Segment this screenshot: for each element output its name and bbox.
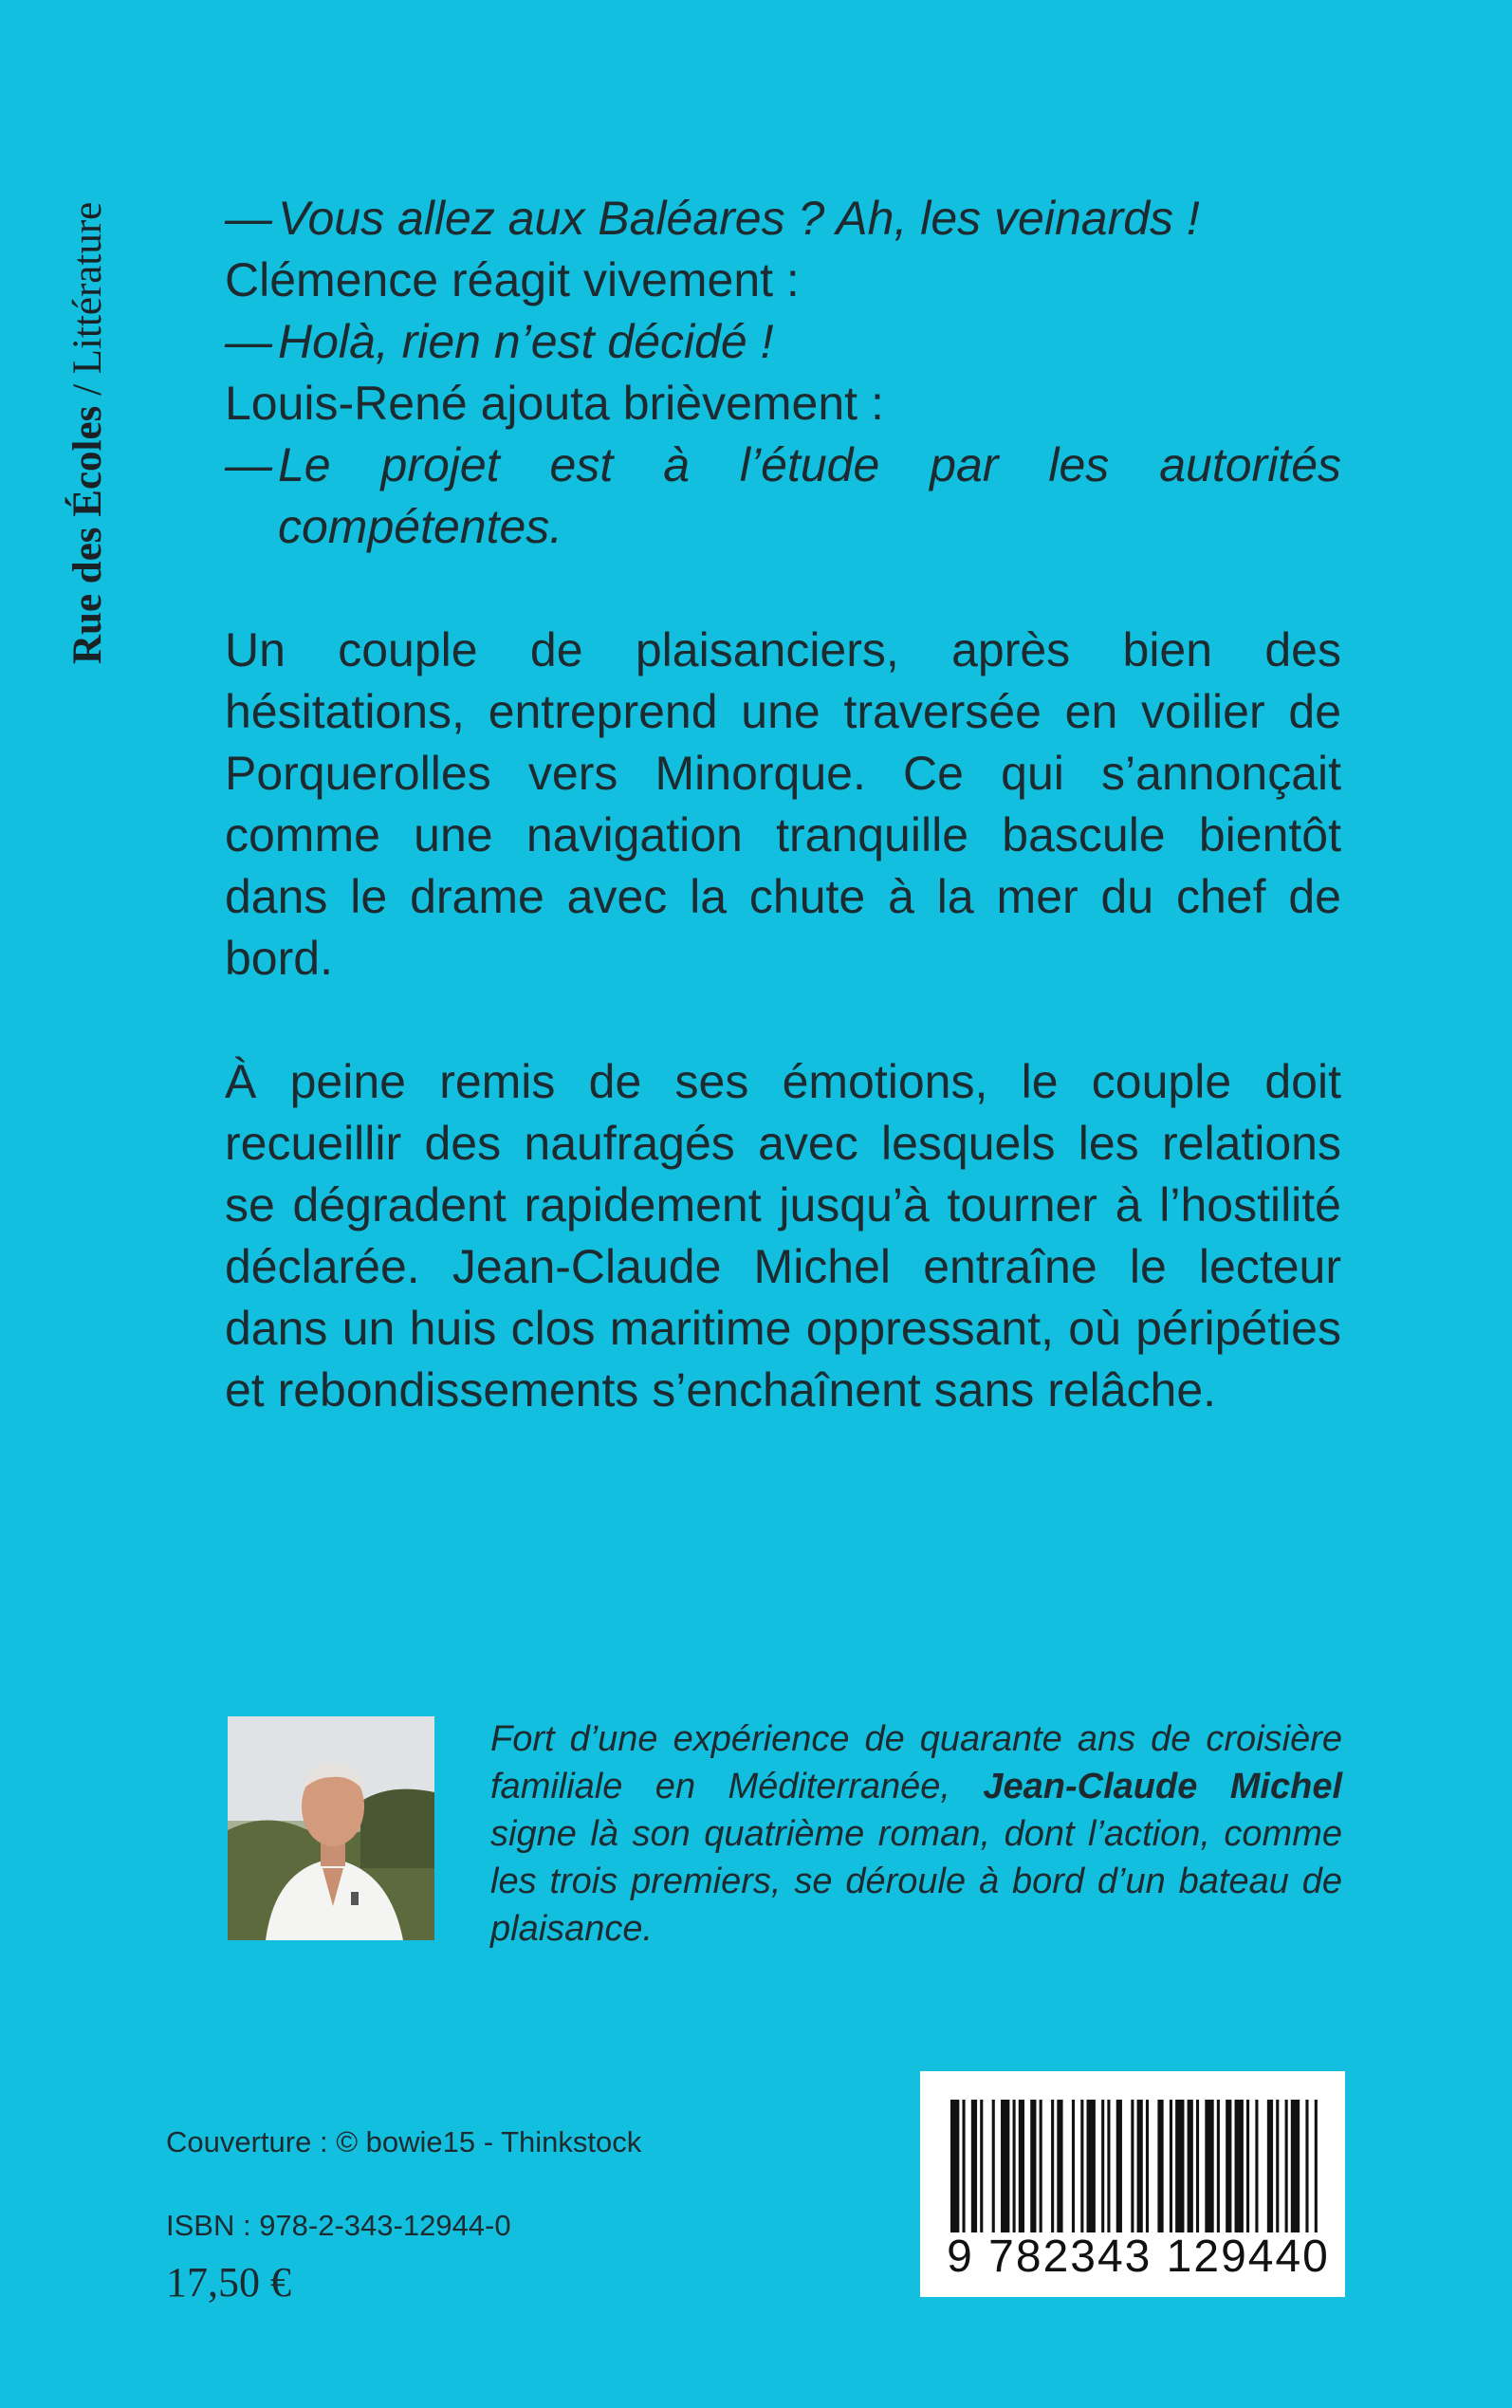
- dialogue-text-3: Holà, rien n’est décidé !: [278, 315, 774, 368]
- barcode-bar: [1146, 2100, 1149, 2232]
- dialogue-dash: —: [225, 315, 272, 368]
- series-category: Littérature: [65, 201, 110, 375]
- barcode-bar: [1107, 2100, 1110, 2232]
- barcode-bar: [1030, 2100, 1036, 2232]
- back-cover-text: [225, 188, 1341, 1421]
- series-name: Rue des Écoles: [65, 405, 110, 664]
- barcode-bar: [1087, 2100, 1096, 2232]
- author-portrait-illustration: [228, 1716, 434, 1940]
- barcode-bar: [1001, 2100, 1009, 2232]
- dialogue-dash: —: [225, 192, 272, 245]
- barcode-bar: [1196, 2100, 1199, 2232]
- barcode-bar: [1175, 2100, 1184, 2232]
- price: 17,50 €: [166, 2259, 291, 2306]
- barcode-bar: [1013, 2100, 1016, 2232]
- barcode-bar: [1019, 2100, 1024, 2232]
- barcode-bar: [1040, 2100, 1042, 2232]
- barcode-bar: [950, 2100, 959, 2232]
- dialogue-line-3: [225, 311, 1341, 373]
- barcode-bar: [1285, 2100, 1288, 2232]
- dialogue-text-5: Le projet est à l’étude par les autorités compétentes.: [278, 438, 1341, 553]
- author-photo: [228, 1716, 434, 1940]
- barcode-bar: [1131, 2100, 1134, 2232]
- author-biography: [490, 1715, 1342, 1953]
- synopsis-paragraph-1: Un couple de plaisanciers, après bien des hésitations, entreprend une traversée en voilier de Porquerolles vers Minorque. Ce qui s’annonçait comme une navigation tranquille bascule bientôt dans le drame avec la chute à la mer du chef de bord.: [225, 623, 1341, 985]
- barcode-bar: [1226, 2100, 1231, 2232]
- bio-text-end: signe là son quatrième roman, dont l’action, comme les trois premiers, se déroule à bord d’un bateau de plaisance.: [490, 1814, 1342, 1949]
- barcode-bar: [1246, 2100, 1249, 2232]
- barcode-bar: [1137, 2100, 1143, 2232]
- barcode-digits: 9 782343 129440: [947, 2232, 1330, 2282]
- barcode: [920, 2071, 1345, 2297]
- dialogue-text-1: Vous allez aux Baléares ? Ah, les veinards !: [278, 192, 1200, 245]
- barcode-bar: [1072, 2100, 1075, 2232]
- barcode-bar: [1217, 2100, 1220, 2232]
- barcode-bar: [1235, 2100, 1244, 2232]
- dialogue-line-4: Louis-René ajouta brièvement :: [225, 377, 884, 430]
- barcode-bar: [1205, 2100, 1213, 2232]
- barcode-bar: [1157, 2100, 1163, 2232]
- barcode-bar: [962, 2100, 965, 2232]
- barcode-bar: [1305, 2100, 1308, 2232]
- barcode-bar: [1170, 2100, 1172, 2232]
- series-separator: /: [65, 374, 110, 406]
- dialogue-line-1: [225, 188, 1341, 250]
- barcode-bar: [1057, 2100, 1062, 2232]
- dialogue-line-5: [225, 435, 1341, 558]
- barcode-bar: [1101, 2100, 1104, 2232]
- isbn-number: ISBN : 978-2-343-12944-0: [166, 2209, 511, 2242]
- spine-series-label: [65, 202, 111, 664]
- barcode-bar: [992, 2100, 995, 2232]
- author-name: Jean-Claude Michel: [983, 1767, 1343, 1806]
- barcode-bar: [971, 2100, 977, 2232]
- barcode-bar: [980, 2100, 983, 2232]
- barcode-bar: [1051, 2100, 1054, 2232]
- barcode-bar: [1116, 2100, 1122, 2232]
- barcode-bar: [1291, 2100, 1300, 2232]
- barcode-bar: [1315, 2100, 1318, 2232]
- bio-text-start: Fort d’une expérience de quarante ans de croisière familiale en Méditerranée,: [490, 1719, 1342, 1806]
- barcode-bar: [1188, 2100, 1193, 2232]
- barcode-bar: [1267, 2100, 1273, 2232]
- barcode-bar: [1080, 2100, 1083, 2232]
- barcode-bar: [1255, 2100, 1258, 2232]
- dialogue-dash: —: [225, 438, 272, 491]
- barcode-bar: [1276, 2100, 1279, 2232]
- dialogue-line-2: Clémence réagit vivement :: [225, 253, 800, 306]
- cover-credit: Couverture : © bowie15 - Thinkstock: [166, 2125, 642, 2158]
- synopsis-paragraph-2: À peine remis de ses émotions, le couple doit recueillir des naufragés avec lesquels les relations se dégradent rapidement jusqu’à tourner à l’hostilité déclarée. Jean-Claude Michel entraîne le lecteur dans un huis clos maritime oppressant, où péripéties et rebondissements s’enchaînent sans relâche.: [225, 1055, 1341, 1417]
